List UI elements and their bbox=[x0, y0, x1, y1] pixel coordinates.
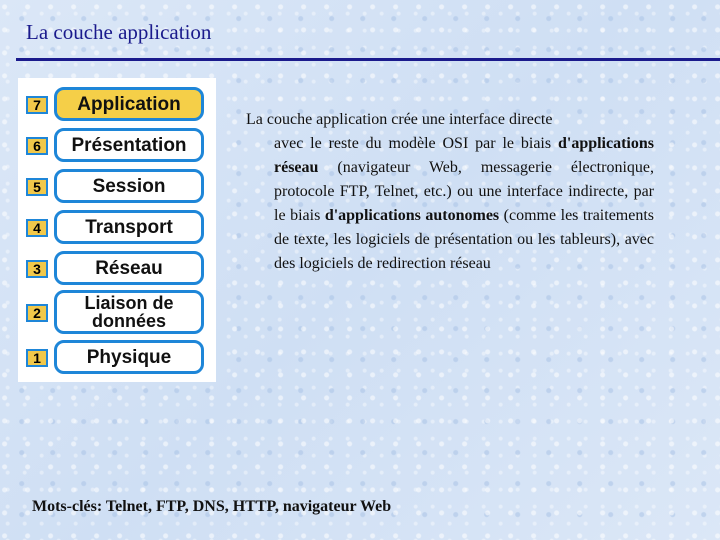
osi-layer-5 bbox=[26, 169, 210, 203]
osi-layer-6 bbox=[26, 128, 210, 162]
layer-number: 5 bbox=[26, 178, 48, 196]
paragraph-first-line: La couche application crée une interface directe bbox=[246, 111, 553, 128]
osi-layer-2 bbox=[26, 290, 210, 334]
layer-label: Physique bbox=[54, 340, 204, 374]
text-segment: (comme les traitements de texte, les logiciels de présentation ou les tableurs), avec des logiciels de redirection réseau bbox=[274, 207, 655, 272]
slide-title: La couche application bbox=[26, 20, 212, 44]
layer-label: Application bbox=[54, 87, 204, 121]
osi-layer-3 bbox=[26, 251, 210, 285]
osi-layer-7 bbox=[26, 87, 210, 121]
keywords-line: Mots-clés: Telnet, FTP, DNS, HTTP, navigateur Web bbox=[32, 498, 392, 515]
osi-model-figure bbox=[18, 78, 216, 382]
layer-number: 3 bbox=[26, 260, 48, 278]
layer-number: 6 bbox=[26, 137, 48, 155]
bold-term-standalone-apps: d'applications autonomes bbox=[324, 207, 500, 224]
osi-layer-4 bbox=[26, 210, 210, 244]
layer-label: Présentation bbox=[54, 128, 204, 162]
layer-number: 2 bbox=[26, 304, 48, 322]
layer-number: 1 bbox=[26, 349, 48, 367]
layer-label: Session bbox=[54, 169, 204, 203]
title-divider bbox=[16, 58, 720, 61]
layer-number: 4 bbox=[26, 219, 48, 237]
description-paragraph bbox=[246, 108, 654, 276]
paragraph-continuation bbox=[246, 132, 654, 276]
osi-layer-1 bbox=[26, 340, 210, 374]
layer-label: Liaison de données bbox=[54, 290, 204, 334]
layer-number: 7 bbox=[26, 96, 48, 114]
layer-label: Réseau bbox=[54, 251, 204, 285]
bold-term-network-apps: d'applications réseau bbox=[274, 135, 654, 176]
layer-label: Transport bbox=[54, 210, 204, 244]
text-segment: avec le reste du modèle OSI par le biais bbox=[274, 135, 558, 152]
text-segment: (navigateur Web, messagerie électronique, protocole FTP, Telnet, etc.) ou une interface indirecte, par le biais bbox=[274, 159, 654, 224]
